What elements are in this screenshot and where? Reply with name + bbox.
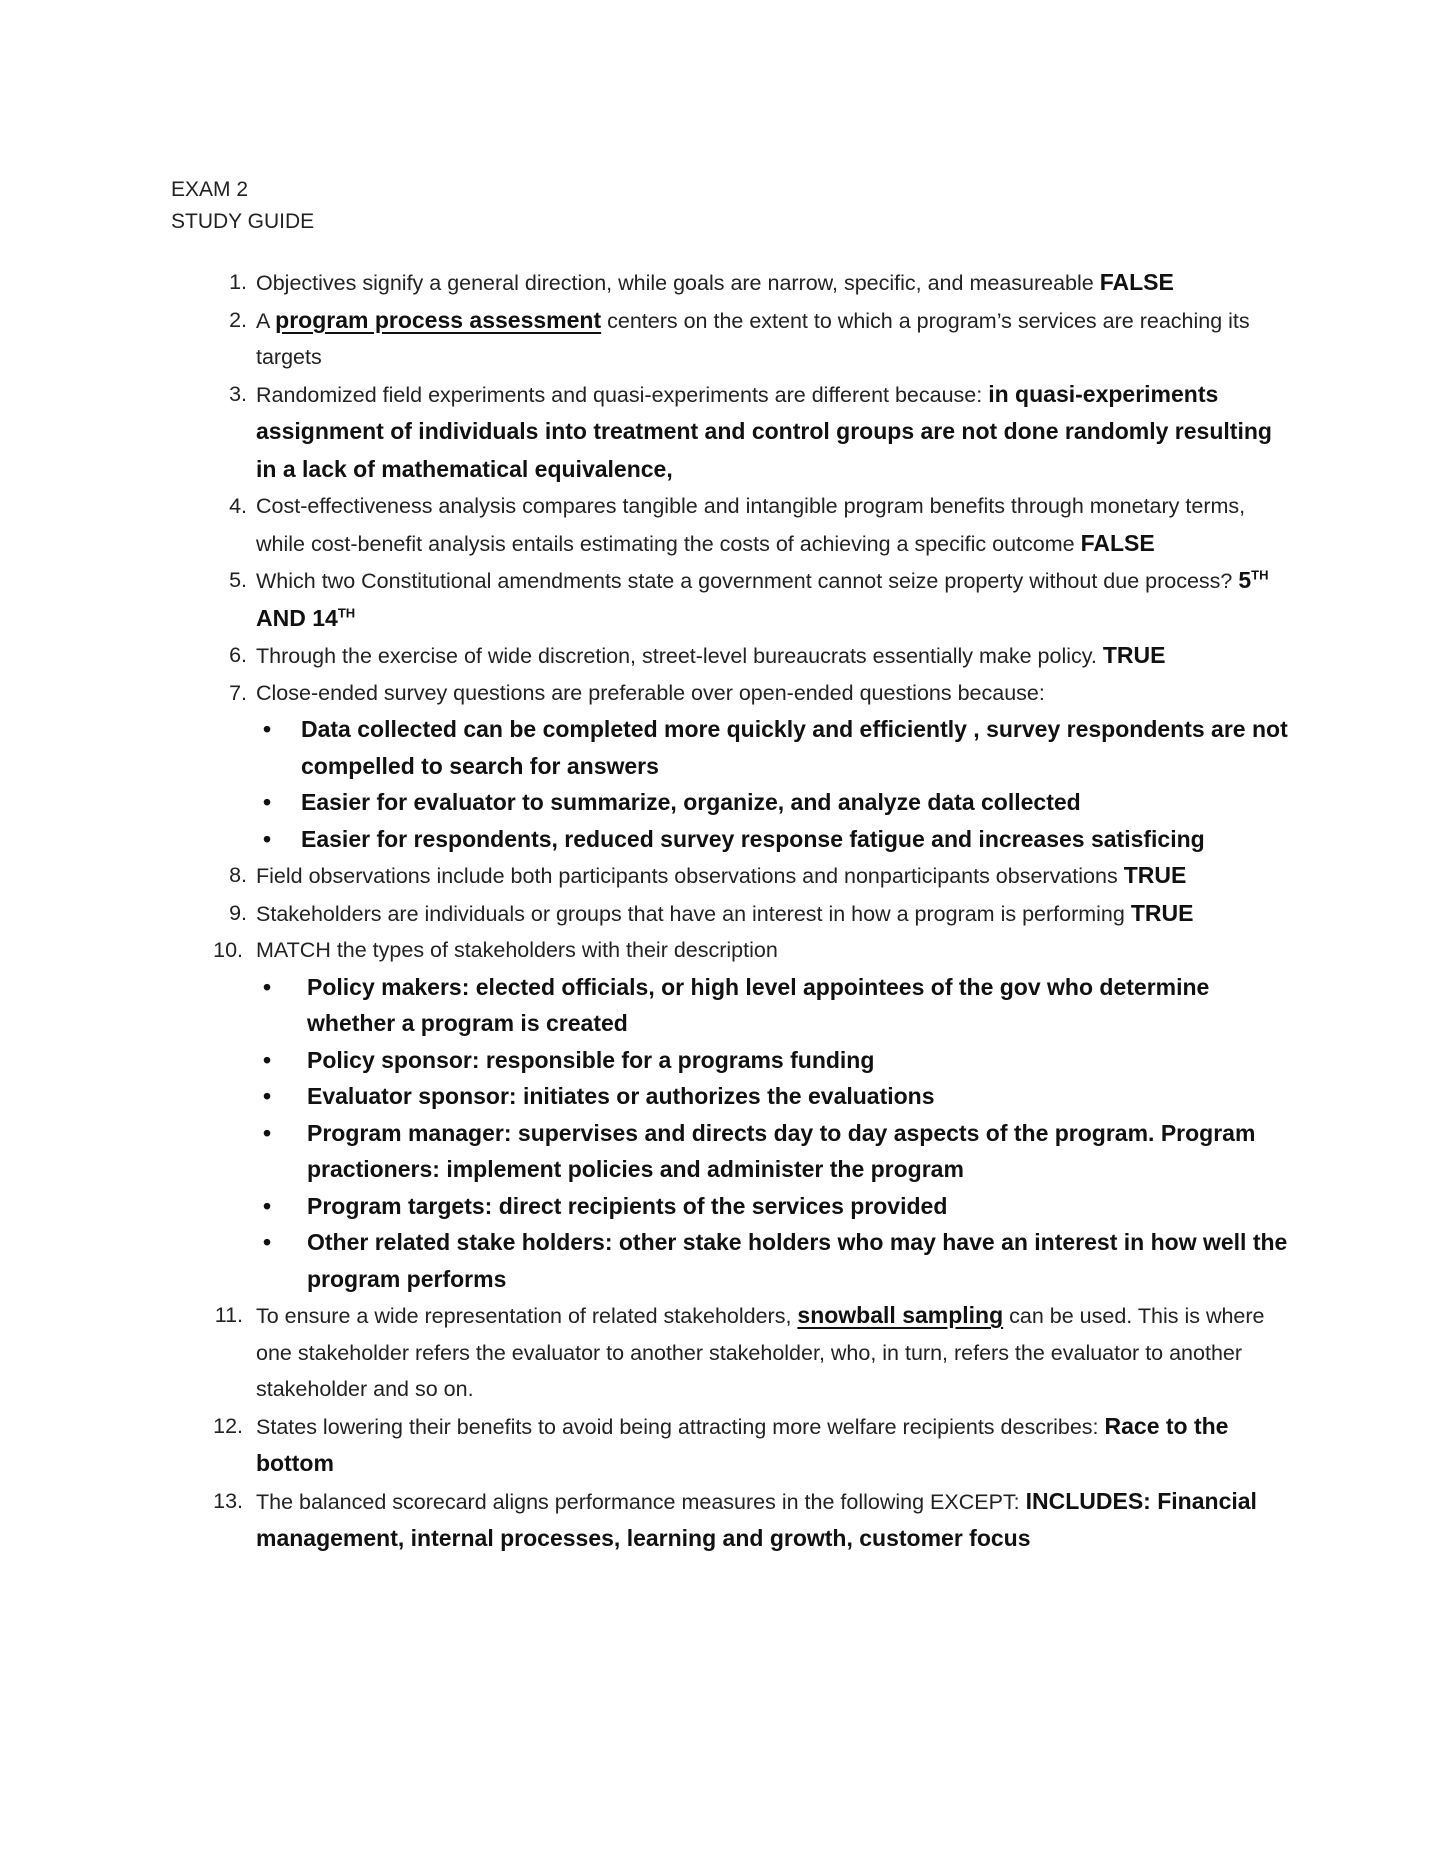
question-item [215,895,1295,933]
question-text: Which two Constitutional amendments state a government cannot seize property without due process? [256,569,1239,593]
question-item [215,857,1295,895]
question-item [215,264,1295,302]
bullet-group [215,969,1295,1298]
answer-bullet [215,1188,1295,1225]
question-number: 5. [229,568,247,592]
question-number: 12. [213,1413,243,1438]
answer-superscript: TH [1251,567,1269,583]
question-item [215,1408,1295,1483]
answer-bullets [215,711,1295,857]
question-answer: INCLUDES: Financial management, internal processes, learning and growth, customer focus [256,1487,1257,1551]
answer-bullet [215,1115,1295,1188]
question-number: 7. [229,680,247,705]
bullet-text: Program targets: direct recipients of the services provided [307,1192,948,1219]
bullet-text: Policy makers: elected officials, or high level appointees of the gov who determine whether a program is created [307,973,1210,1036]
question-answer: FALSE [1099,269,1174,295]
question-number: 3. [229,381,247,406]
question-text: A [256,308,276,333]
bullet-dot: • [263,1046,272,1073]
question-number: 11. [214,1303,243,1327]
answer-superscript: TH [337,604,356,620]
answer-bullets [215,969,1295,1298]
answer-bullet [215,1078,1295,1115]
bullet-text: Other related stake holders: other stake holders who may have an interest in how well the program performs [307,1229,1288,1292]
answer-bullet [215,969,1295,1042]
answer-part: AND 14 [256,604,338,631]
question-item [215,488,1295,562]
question-number: 4. [229,494,247,518]
exam-title: EXAM 2 [171,178,249,201]
question-number: 2. [229,307,247,332]
bullet-dot: • [263,825,272,852]
bullet-text: Data collected can be completed more quickly and efficiently , survey respondents are not compelled to search for answers [301,716,1288,779]
question-text: can be used. This is where one stakeholder refers the evaluator to another stakeholder, who, in turn, refers the evaluator to another stakeholder and so on. [256,1304,1265,1401]
bullet-dot: • [263,973,272,1000]
document-header [171,174,314,238]
question-text: Close-ended survey questions are preferable over open-ended questions because: [256,680,1045,705]
question-text: MATCH the types of stakeholders with their description [256,938,778,962]
question-item [215,302,1295,376]
question-text: Cost-effectiveness analysis compares tangible and intangible program benefits through monetary terms, while cost-benefit analysis entails estimating the costs of achieving a specific outcome [256,494,1246,556]
bullet-dot: • [263,789,272,815]
question-number: 10. [213,938,243,962]
question-item [215,637,1295,675]
answer-part: 5 [1238,567,1252,593]
question-item [215,932,1295,969]
answer-bullet [215,1042,1295,1079]
question-answer: TRUE [1123,862,1187,888]
bullet-dot: • [263,1192,272,1219]
bullet-group [215,711,1295,857]
question-item [215,562,1295,637]
question-answer: FALSE [1080,529,1155,556]
question-text: Stakeholders are individuals or groups that have an interest in how a program is performing [256,901,1131,926]
bullet-dot: • [263,1119,272,1146]
bullet-dot: • [263,1083,272,1109]
question-number: 8. [229,863,247,887]
question-text: Field observations include both participants observations and nonparticipants observations [256,864,1124,888]
study-guide-title: STUDY GUIDE [171,210,315,233]
question-number: 6. [229,643,247,667]
question-item [215,376,1295,489]
question-number: 1. [229,270,247,294]
question-item [215,675,1295,712]
question-text: Randomized field experiments and quasi-experiments are different because: [256,382,989,407]
answer-bullet [215,784,1295,821]
question-answer: TRUE [1102,642,1166,668]
question-text: The balanced scorecard aligns performance measures in the following EXCEPT: [256,1489,1026,1514]
bullet-text: Easier for respondents, reduced survey response fatigue and increases satisficing [301,825,1205,852]
question-answer: TRUE [1130,899,1194,926]
bullet-text: Program manager: supervises and directs day to day aspects of the program. Program practioners: implement policies and administer the program [307,1119,1256,1182]
question-text: Objectives signify a general direction, while goals are narrow, specific, and measureable [256,271,1100,295]
question-answer: in quasi-experiments assignment of individuals into treatment and control groups are not done randomly resulting in a lack of mathematical equivalence, [256,380,1272,482]
question-text: centers on the extent to which a program’s services are reaching its targets [256,308,1250,369]
question-text: Through the exercise of wide discretion, street-level bureaucrats essentially make policy. [256,644,1103,668]
bullet-dot: • [263,716,272,742]
question-text: States lowering their benefits to avoid being attracting more welfare recipients describes: [256,1414,1105,1439]
answer-bullet [215,821,1295,858]
bullet-text: Evaluator sponsor: initiates or authorizes the evaluations [307,1083,935,1109]
answer-bullet [215,1224,1295,1297]
bullet-dot: • [263,1229,272,1255]
question-item [215,1297,1295,1408]
question-number: 9. [229,900,247,925]
question-item [215,1483,1295,1558]
question-text: To ensure a wide representation of related stakeholders, [256,1304,798,1328]
answer-bullet [215,711,1295,784]
question-answer: program process assessment [275,306,602,333]
question-answer: Race to the bottom [256,1412,1229,1476]
bullet-text: Easier for evaluator to summarize, organize, and analyze data collected [301,789,1081,815]
question-answer: snowball sampling [797,1302,1004,1328]
question-number: 13. [213,1488,243,1513]
question-list [215,264,1295,1558]
bullet-text: Policy sponsor: responsible for a programs funding [307,1046,875,1073]
